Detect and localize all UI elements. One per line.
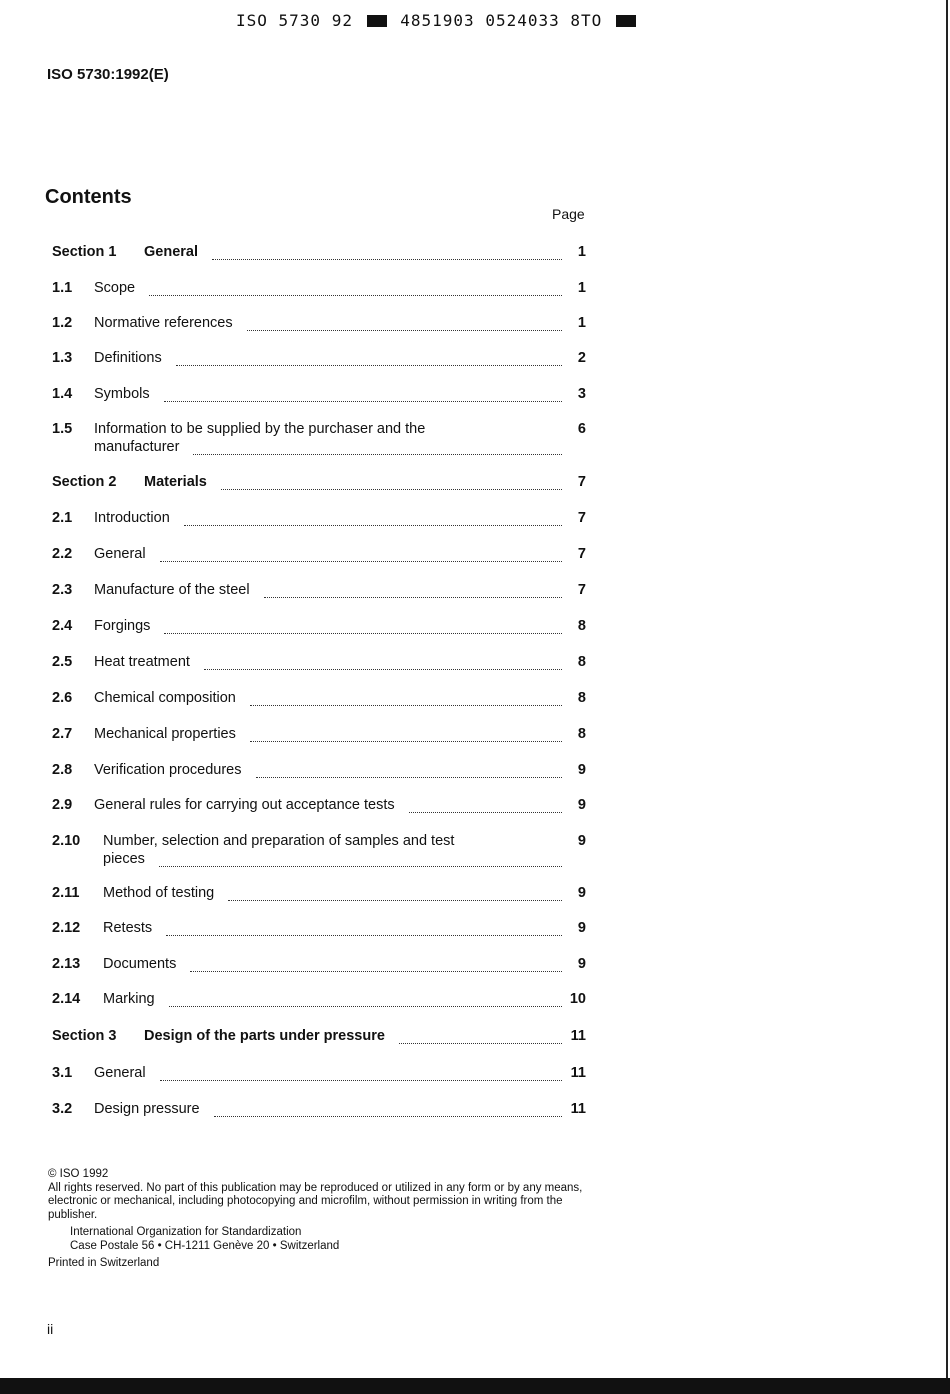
toc-number: Section 3 (52, 1028, 117, 1044)
copyright-line: © ISO 1992 (48, 1168, 109, 1180)
toc-number: 2.10 (52, 833, 81, 849)
organization-name: International Organization for Standardization (70, 1226, 302, 1238)
toc-row[interactable] (52, 690, 586, 710)
toc-row[interactable] (52, 1101, 586, 1121)
toc-section-row[interactable] (52, 244, 586, 264)
toc-number: 3.1 (52, 1065, 73, 1081)
toc-row[interactable] (52, 797, 586, 817)
toc-title: Information to be supplied by the purchaser and the (94, 421, 426, 437)
toc-page-number: 7 (577, 546, 586, 562)
toc-number: 1.5 (52, 421, 73, 437)
toc-number: 2.2 (52, 546, 73, 562)
toc-page-number: 1 (577, 244, 586, 260)
toc-title: General (144, 244, 198, 260)
toc-title: Heat treatment (94, 654, 190, 670)
toc-leader-dots (399, 1043, 562, 1044)
toc-row[interactable] (52, 510, 586, 530)
toc-number: 2.9 (52, 797, 73, 813)
toc-title: Marking (103, 991, 155, 1007)
toc-page-number: 11 (570, 1101, 586, 1117)
toc-row[interactable] (52, 991, 586, 1011)
toc-leader-dots (149, 295, 562, 296)
contents-heading: Contents (45, 186, 132, 208)
toc-page-number: 8 (577, 618, 586, 634)
toc-leader-dots (204, 669, 562, 670)
toc-leader-dots (166, 935, 562, 936)
toc-leader-dots (159, 866, 562, 867)
toc-page-number: 11 (570, 1065, 586, 1081)
printed-in: Printed in Switzerland (48, 1257, 160, 1269)
toc-section-row[interactable] (52, 1028, 586, 1048)
toc-number: 2.8 (52, 762, 73, 778)
toc-title: Materials (144, 474, 207, 490)
toc-page-number: 1 (577, 315, 586, 331)
toc-title-continued: pieces (103, 851, 145, 867)
toc-number: 2.6 (52, 690, 73, 706)
toc-leader-dots (221, 489, 562, 490)
toc-row[interactable] (52, 654, 586, 674)
toc-page-number: 3 (577, 386, 586, 402)
toc-leader-dots (164, 401, 562, 402)
page-column-label: Page (552, 206, 585, 222)
toc-row[interactable] (52, 762, 586, 782)
toc-row[interactable] (52, 350, 586, 370)
organization-address: Case Postale 56 • CH-1211 Genève 20 • Switzerland (70, 1239, 340, 1252)
toc-page-number: 7 (577, 474, 586, 490)
toc-page-number: 9 (577, 920, 586, 936)
toc-leader-dots (176, 365, 562, 366)
toc-leader-dots (160, 561, 562, 562)
document-id: ISO 5730:1992(E) (47, 66, 169, 83)
toc-number: 2.4 (52, 618, 73, 634)
toc-row[interactable] (52, 386, 586, 406)
toc-leader-dots (250, 741, 562, 742)
toc-leader-dots (184, 525, 562, 526)
toc-title: Scope (94, 280, 136, 296)
toc-page-number: 9 (577, 762, 586, 778)
toc-leader-dots (169, 1006, 562, 1007)
toc-leader-dots (164, 633, 562, 634)
toc-number: 1.1 (52, 280, 73, 296)
toc-number: Section 2 (52, 474, 117, 490)
barcode-line (236, 11, 639, 30)
toc-number: 1.4 (52, 386, 73, 402)
toc-title: Design pressure (94, 1101, 200, 1117)
toc-title-continued: manufacturer (94, 439, 180, 455)
toc-leader-dots (264, 597, 562, 598)
toc-title: General (94, 1065, 146, 1081)
toc-number: 2.5 (52, 654, 73, 670)
toc-title: Documents (103, 956, 177, 972)
toc-page-number: 8 (577, 726, 586, 742)
toc-title: Retests (103, 920, 153, 936)
toc-page-number: 9 (577, 833, 586, 849)
toc-title: Forgings (94, 618, 151, 634)
page-right-border (946, 0, 948, 1394)
toc-leader-dots (193, 454, 562, 455)
toc-number: 2.11 (52, 885, 80, 901)
toc-row[interactable] (52, 726, 586, 746)
toc-leader-dots (212, 259, 562, 260)
toc-number: 1.3 (52, 350, 73, 366)
toc-title: Verification procedures (94, 762, 242, 778)
toc-leader-dots (228, 900, 562, 901)
toc-title: Symbols (94, 386, 150, 402)
toc-title: Method of testing (103, 885, 215, 901)
toc-leader-dots (250, 705, 562, 706)
toc-row[interactable] (52, 421, 586, 459)
toc-title: General rules for carrying out acceptance tests (94, 797, 395, 813)
toc-page-number: 7 (577, 510, 586, 526)
toc-row[interactable] (52, 1065, 586, 1085)
toc-number: 3.2 (52, 1101, 73, 1117)
bottom-scan-bar (0, 1378, 950, 1394)
toc-number: 2.3 (52, 582, 73, 598)
toc-page-number: 8 (577, 690, 586, 706)
rights-statement: All rights reserved. No part of this publication may be reproduced or utilized in any form or by any means, electronic or mechanical, including photocopying and microfilm, without permission in writing from the publisher. (48, 1181, 583, 1221)
toc-page-number: 11 (570, 1028, 586, 1044)
toc-title: Chemical composition (94, 690, 236, 706)
toc-title: General (94, 546, 146, 562)
toc-row[interactable] (52, 280, 586, 300)
toc-row[interactable] (52, 920, 586, 940)
toc-title: Definitions (94, 350, 162, 366)
toc-row[interactable] (52, 546, 586, 566)
toc-title: Design of the parts under pressure (144, 1028, 385, 1044)
toc-row[interactable] (52, 833, 586, 871)
copyright-notice (48, 1168, 593, 1271)
page-number: ii (47, 1321, 54, 1337)
toc-title: Normative references (94, 315, 233, 331)
barcode-block (367, 15, 387, 27)
barcode-part-1: ISO 5730 92 (236, 11, 353, 30)
toc-leader-dots (409, 812, 562, 813)
toc-page-number: 8 (577, 654, 586, 670)
toc-title: Manufacture of the steel (94, 582, 250, 598)
toc-section-row[interactable] (52, 474, 586, 494)
toc-number: 2.13 (52, 956, 81, 972)
toc-page-number: 9 (577, 885, 586, 901)
toc-page-number: 9 (577, 797, 586, 813)
toc-title: Mechanical properties (94, 726, 236, 742)
toc-number: 1.2 (52, 315, 73, 331)
toc-leader-dots (190, 971, 562, 972)
toc-page-number: 7 (577, 582, 586, 598)
toc-page-number: 6 (577, 421, 586, 437)
toc-page-number: 1 (577, 280, 586, 296)
toc-row[interactable] (52, 885, 586, 905)
toc-page-number: 2 (577, 350, 586, 366)
toc-leader-dots (160, 1080, 562, 1081)
toc-leader-dots (247, 330, 562, 331)
barcode-part-2: 4851903 0524033 8TO (400, 11, 603, 30)
toc-title: Introduction (94, 510, 170, 526)
toc-leader-dots (214, 1116, 562, 1117)
barcode-block (616, 15, 636, 27)
toc-leader-dots (256, 777, 563, 778)
toc-row[interactable] (52, 315, 586, 335)
toc-row[interactable] (52, 618, 586, 638)
toc-number: Section 1 (52, 244, 117, 260)
toc-row[interactable] (52, 582, 586, 602)
toc-number: 2.14 (52, 991, 81, 1007)
toc-number: 2.12 (52, 920, 81, 936)
toc-page-number: 10 (569, 991, 586, 1007)
toc-number: 2.1 (52, 510, 73, 526)
toc-row[interactable] (52, 956, 586, 976)
toc-title: Number, selection and preparation of samples and test (103, 833, 455, 849)
toc-number: 2.7 (52, 726, 73, 742)
toc-page-number: 9 (577, 956, 586, 972)
